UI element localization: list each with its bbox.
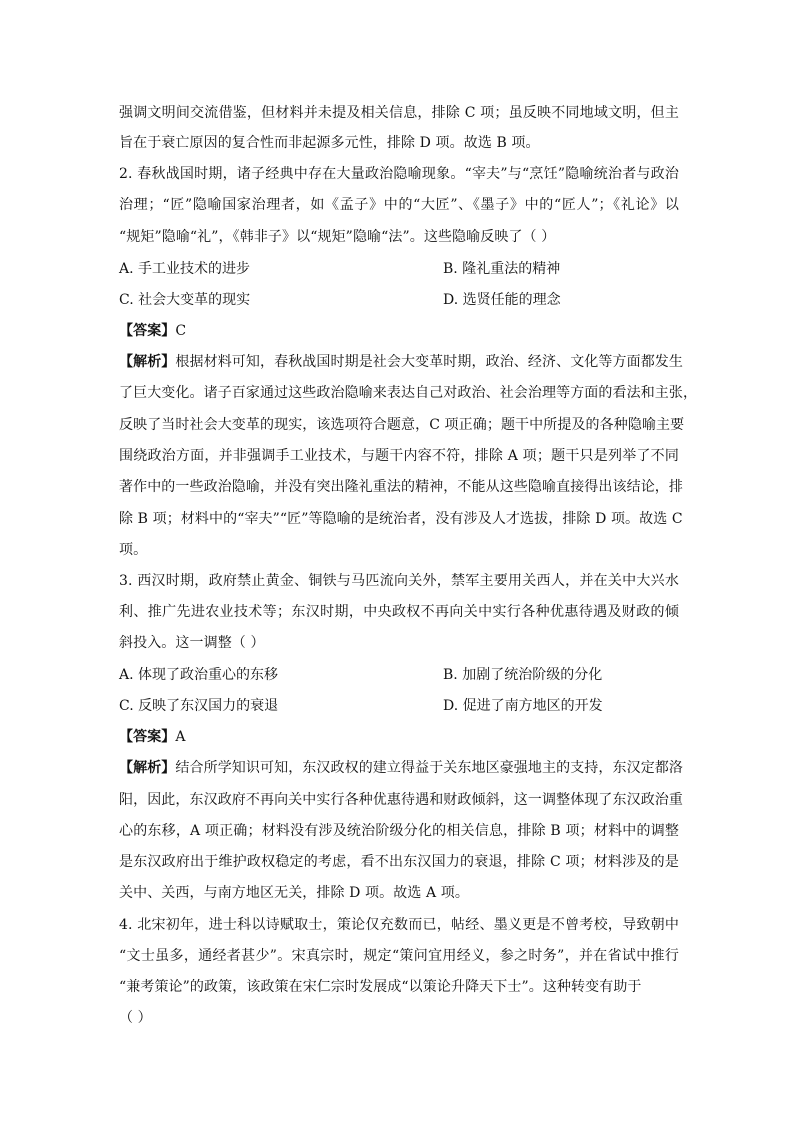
intro-line-2: 旨在于衰亡原因的复合性而非起源多元性，排除 D 项。故选 B 项。	[119, 135, 540, 151]
q2-analysis-line-2: 了巨大变化。诸子百家通过这些政治隐喻来表达自己对政治、社会治理等方面的看法和主张，	[119, 385, 698, 401]
q4-stem-line-3: “兼考策论”的政策，该政策在宋仁宗时发展成“以策论升降天下士”。这种转变有助于	[119, 979, 642, 995]
q2-analysis-line-5: 著作中的一些政治隐喻，并没有突出隆礼重法的精神，不能从这些隐喻直接得出该结论，排	[119, 479, 683, 495]
q3-answer	[119, 728, 679, 746]
q3-stem-line-2: 利、推广先进农业技术等；东汉时期，中央政权不再向关中实行各种优惠待遇及财政的倾	[119, 604, 679, 620]
answer-label: 【答案】	[119, 323, 176, 339]
q2-analysis-line-4: 围绕政治方面，并非强调手工业技术，与题干内容不符，排除 A 项；题干只是列举了不同	[119, 448, 679, 464]
q3-analysis-line-4: 是东汉政府出于维护政权稳定的考虑，看不出东汉国力的衰退，排除 C 项；材料涉及的是	[119, 854, 679, 870]
answer-value: C	[175, 323, 187, 339]
q3-option-c: C. 反映了东汉国力的衰退	[119, 698, 279, 714]
answer-label: 【答案】	[119, 729, 176, 745]
q3-option-a: A. 体现了政治重心的东移	[119, 667, 279, 683]
q3-analysis-line-5: 关中、关西，与南方地区无关，排除 D 项。故选 A 项。	[119, 885, 469, 901]
q2-option-c: C. 社会大变革的现实	[119, 292, 251, 308]
q2-analysis-line-7: 项。	[119, 542, 148, 558]
q2-option-d: D. 选贤任能的理念	[443, 292, 561, 308]
q2-stem-line-2: 治理；“匠”隐喻国家治理者，如《孟子》中的“大匠”、《墨子》中的“匠人”；《礼论》以	[119, 197, 679, 213]
analysis-label: 【解析】	[119, 354, 176, 370]
q3-analysis-line-2: 阳，因此，东汉政府不再向关中实行各种优惠待遇和财政倾斜，这一调整体现了东汉政治重	[119, 792, 683, 808]
q3-analysis-line-3: 心的东移，A 项正确；材料没有涉及统治阶级分化的相关信息，排除 B 项；材料中的调整	[119, 823, 679, 839]
q3-stem-line-1: 3. 西汉时期，政府禁止黄金、铜铁与马匹流向关外，禁军主要用关西人，并在关中大兴水	[119, 573, 679, 589]
q3-analysis-line-1	[119, 759, 684, 777]
q2-analysis-line-1	[119, 353, 684, 371]
analysis-text: 结合所学知识可知，东汉政权的建立得益于关东地区豪强地主的支持，东汉定都洛	[175, 760, 684, 776]
intro-line-1: 强调文明间交流借鉴，但材料并未提及相关信息，排除 C 项；虽反映不同地域文明，但主	[119, 105, 679, 121]
q4-stem-line-4: （ ）	[119, 1010, 152, 1026]
q3-stem-line-3: 斜投入。这一调整（ ）	[119, 635, 265, 651]
q4-stem-line-1: 4. 北宋初年，进士科以诗赋取士，策论仅充数而已，帖经、墨义更是不曾考校，导致朝中	[119, 917, 679, 933]
analysis-label: 【解析】	[119, 760, 176, 776]
q2-stem-line-3: “规矩”隐喻“礼”，《韩非子》以“规矩”隐喻“法”。这些隐喻反映了（ ）	[119, 229, 556, 245]
q2-analysis-line-6: 除 B 项；材料中的“宰夫”“匠”等隐喻的是统治者，没有涉及人才选拔，排除 D 项。故选 C	[119, 511, 683, 527]
q2-option-b: B. 隆礼重法的精神	[443, 261, 561, 277]
q3-option-d: D. 促进了南方地区的开发	[443, 698, 603, 714]
analysis-text: 根据材料可知，春秋战国时期是社会大变革时期，政治、经济、文化等方面都发生	[175, 354, 684, 370]
q2-analysis-line-3: 反映了当时社会大变革的现实，该选项符合题意，C 项正确；题干中所提及的各种隐喻主要	[119, 417, 685, 433]
answer-value: A	[175, 729, 186, 745]
q3-option-b: B. 加剧了统治阶级的分化	[443, 667, 603, 683]
q2-stem-line-1: 2. 春秋战国时期，诸子经典中存在大量政治隐喻现象。“宰夫”与“烹饪”隐喻统治者与政治	[119, 166, 679, 182]
q2-answer	[119, 322, 679, 340]
q4-stem-line-2: “文士虽多，通经者甚少”。宋真宗时，规定“策问宜用经义，参之时务”，并在省试中推行	[119, 948, 679, 964]
q2-option-a: A. 手工业技术的进步	[119, 261, 251, 277]
